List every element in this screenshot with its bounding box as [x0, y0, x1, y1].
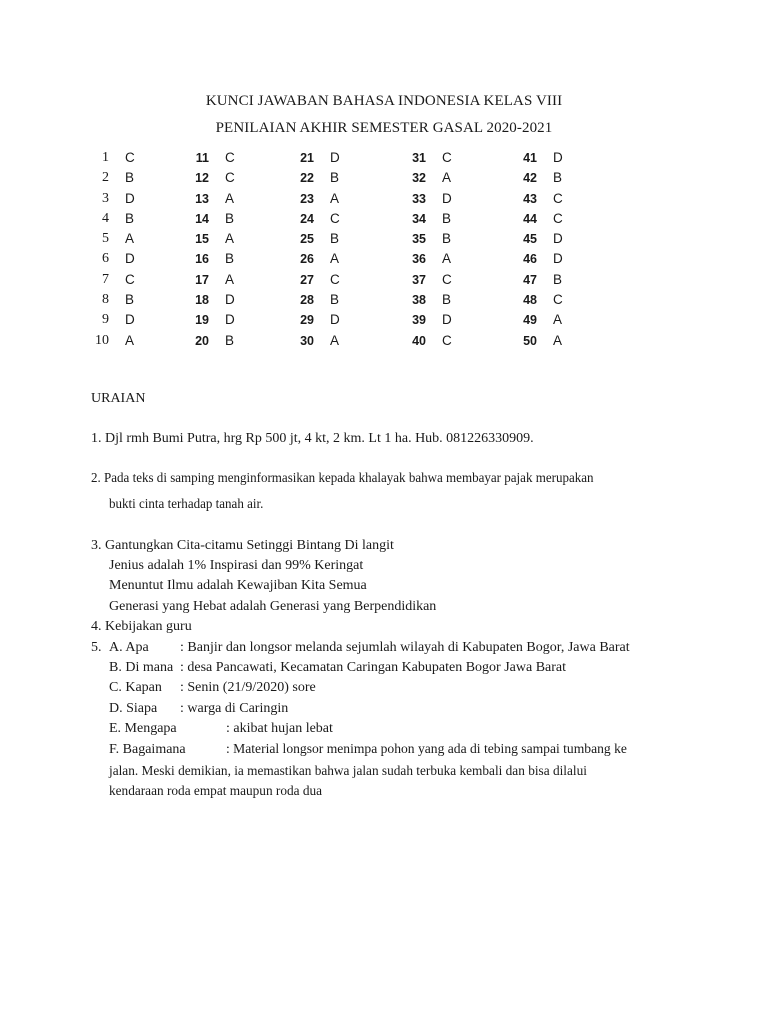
answer-column [509, 148, 619, 351]
answer-row [181, 310, 291, 330]
answer-row [398, 229, 508, 249]
essay-answer-3-line-1: 3. Gantungkan Cita-citamu Setinggi Bintang Di langit [91, 538, 394, 553]
answer-letter: C [330, 210, 340, 226]
question-number: 37 [412, 272, 426, 287]
question-number: 8 [102, 292, 109, 308]
question-number: 33 [412, 191, 426, 206]
question-number: 27 [300, 272, 314, 287]
answer-letter: A [225, 231, 235, 247]
answer-row [81, 270, 191, 290]
answer-row [509, 229, 619, 249]
question-number: 23 [300, 191, 314, 206]
answer-row [81, 148, 191, 168]
question-number: 50 [523, 333, 537, 348]
answer-column [398, 148, 508, 351]
answer-row [398, 270, 508, 290]
document-title: KUNCI JAWABAN BAHASA INDONESIA KELAS VIII [205, 93, 563, 109]
answer-row [81, 331, 191, 351]
answer-row [181, 229, 291, 249]
essay-answer-1: 1. Djl rmh Bumi Putra, hrg Rp 500 jt, 4 kt, 2 km. Lt 1 ha. Hub. 081226330909. [91, 431, 534, 446]
answer-letter: B [553, 170, 563, 186]
answer-letter: C [553, 292, 563, 308]
answer-letter: D [225, 312, 235, 328]
answer-letter: C [442, 271, 452, 287]
essay-answer-3-line-3: Menuntut Ilmu adalah Kewajiban Kita Semua [109, 578, 367, 593]
question-number: 28 [300, 293, 314, 308]
answer-row [181, 270, 291, 290]
answer-row [509, 209, 619, 229]
q5-label-c: C. Kapan [109, 680, 162, 695]
question-number: 11 [195, 151, 209, 165]
q5-value-a: : Banjir dan longsor melanda sejumlah wilayah di Kabupaten Bogor, Jawa Barat [180, 640, 630, 655]
question-number: 30 [300, 333, 314, 348]
document-subtitle: PENILAIAN AKHIR SEMESTER GASAL 2020-2021 [215, 120, 553, 136]
answer-letter: C [125, 150, 135, 165]
question-number: 40 [412, 333, 426, 348]
question-number: 7 [102, 271, 109, 287]
answer-letter: C [442, 150, 452, 165]
answer-letter: B [225, 251, 235, 267]
answer-row [181, 331, 291, 351]
answer-column [81, 148, 191, 351]
answer-letter: B [125, 292, 135, 308]
question-number: 46 [523, 252, 537, 267]
question-number: 6 [102, 251, 109, 267]
question-number: 38 [412, 293, 426, 308]
q5-label-f: F. Bagaimana [109, 742, 186, 757]
answer-column [286, 148, 396, 351]
question-number: 49 [523, 313, 537, 328]
question-number: 9 [102, 312, 109, 328]
question-number: 13 [195, 191, 209, 206]
answer-letter: B [553, 271, 563, 287]
answer-row [181, 209, 291, 229]
answer-letter: B [442, 292, 452, 308]
answer-row [398, 331, 508, 351]
q5-value-f: : Material longsor menimpa pohon yang ada di tebing sampai tumbang ke [226, 742, 627, 757]
question-number: 1 [102, 150, 109, 165]
answer-row [181, 148, 291, 168]
answer-row [509, 168, 619, 188]
answer-row [286, 148, 396, 168]
answer-row [509, 249, 619, 269]
answer-row [181, 189, 291, 209]
question-number: 22 [300, 171, 314, 186]
answer-row [509, 189, 619, 209]
q5-value-c: : Senin (21/9/2020) sore [180, 680, 316, 695]
question-number: 43 [523, 191, 537, 206]
q5-f-continuation-1: jalan. Meski demikian, ia memastikan bahwa jalan sudah terbuka kembali dan bisa dilalui [109, 764, 587, 779]
answer-letter: C [442, 332, 452, 348]
answer-letter: A [553, 332, 563, 348]
question-number: 15 [195, 232, 209, 247]
answer-letter: A [330, 332, 340, 348]
question-number: 41 [523, 151, 537, 165]
answer-key-grid [0, 148, 768, 354]
answer-row [398, 290, 508, 310]
answer-row [286, 290, 396, 310]
answer-row [81, 290, 191, 310]
question-number: 25 [300, 232, 314, 247]
q5-label-d: D. Siapa [109, 701, 158, 716]
question-number: 26 [300, 252, 314, 267]
essay-answer-2-line-1: 2. Pada teks di samping menginformasikan kepada khalayak bahwa membayar pajak merupakan [91, 471, 594, 486]
answer-letter: D [330, 150, 340, 165]
answer-letter: B [225, 332, 235, 348]
q5-value-b: : desa Pancawati, Kecamatan Caringan Kabupaten Bogor Jawa Barat [180, 660, 567, 675]
essay-answer-4: 4. Kebijakan guru [91, 619, 192, 634]
question-number: 18 [195, 293, 209, 308]
answer-row [81, 249, 191, 269]
answer-letter: B [330, 292, 340, 308]
answer-row [509, 310, 619, 330]
question-number: 4 [102, 210, 109, 226]
answer-column [181, 148, 291, 351]
question-number: 19 [195, 313, 209, 328]
essay-answer-5-number: 5. [91, 640, 102, 655]
answer-letter: A [225, 271, 235, 287]
answer-letter: C [125, 271, 135, 287]
q5-label-e: E. Mengapa [109, 721, 177, 736]
answer-letter: B [225, 210, 235, 226]
essay-answer-3-line-2: Jenius adalah 1% Inspirasi dan 99% Keringat [109, 558, 364, 573]
answer-letter: B [125, 210, 135, 226]
answer-row [398, 148, 508, 168]
answer-letter: A [442, 170, 452, 186]
answer-row [81, 168, 191, 188]
answer-letter: D [330, 312, 340, 328]
answer-row [509, 290, 619, 310]
answer-row [81, 229, 191, 249]
answer-letter: A [442, 251, 452, 267]
answer-letter: D [442, 312, 452, 328]
answer-letter: C [225, 150, 235, 165]
question-number: 47 [523, 272, 537, 287]
question-number: 48 [523, 293, 537, 308]
question-number: 24 [300, 211, 314, 226]
answer-row [81, 209, 191, 229]
question-number: 29 [300, 313, 314, 328]
question-number: 31 [412, 151, 426, 165]
answer-letter: A [225, 190, 235, 206]
answer-letter: D [553, 251, 563, 267]
question-number: 42 [523, 171, 537, 186]
answer-row [286, 310, 396, 330]
answer-row [286, 209, 396, 229]
essay-heading: URAIAN [91, 391, 146, 406]
question-number: 35 [412, 232, 426, 247]
answer-letter: A [330, 190, 340, 206]
question-number: 16 [195, 252, 209, 267]
essay-answer-2-line-2: bukti cinta terhadap tanah air. [109, 497, 264, 512]
answer-letter: C [225, 170, 235, 186]
question-number: 21 [300, 151, 314, 165]
question-number: 5 [102, 231, 109, 247]
q5-label-a: A. Apa [109, 640, 149, 655]
question-number: 32 [412, 171, 426, 186]
answer-letter: A [330, 251, 340, 267]
question-number: 14 [195, 211, 209, 226]
answer-row [81, 189, 191, 209]
answer-row [181, 290, 291, 310]
answer-row [286, 229, 396, 249]
answer-letter: B [442, 210, 452, 226]
answer-letter: D [225, 292, 235, 308]
answer-letter: B [125, 170, 135, 186]
q5-value-e: : akibat hujan lebat [226, 721, 333, 736]
answer-letter: D [553, 150, 563, 165]
answer-row [181, 168, 291, 188]
question-number: 20 [195, 333, 209, 348]
question-number: 12 [195, 171, 209, 186]
answer-letter: A [125, 231, 135, 247]
answer-row [286, 168, 396, 188]
question-number: 44 [523, 211, 537, 226]
answer-letter: B [442, 231, 452, 247]
answer-row [398, 168, 508, 188]
question-number: 2 [102, 170, 109, 186]
answer-letter: D [442, 190, 452, 206]
question-number: 36 [412, 252, 426, 267]
answer-row [286, 270, 396, 290]
question-number: 39 [412, 313, 426, 328]
answer-row [398, 310, 508, 330]
answer-letter: D [125, 312, 135, 328]
answer-letter: D [125, 251, 135, 267]
answer-row [81, 310, 191, 330]
answer-row [286, 249, 396, 269]
answer-letter: D [125, 190, 135, 206]
answer-row [286, 189, 396, 209]
question-number: 17 [195, 272, 209, 287]
answer-row [286, 331, 396, 351]
answer-row [398, 209, 508, 229]
answer-row [181, 249, 291, 269]
answer-row [398, 249, 508, 269]
question-number: 10 [95, 332, 109, 348]
q5-f-continuation-2: kendaraan roda empat maupun roda dua [109, 784, 323, 799]
answer-letter: B [330, 231, 340, 247]
answer-row [509, 148, 619, 168]
answer-letter: D [553, 231, 563, 247]
essay-answer-3-line-4: Generasi yang Hebat adalah Generasi yang Berpendidikan [109, 599, 437, 614]
answer-letter: A [553, 312, 563, 328]
q5-value-d: : warga di Caringin [180, 701, 289, 716]
answer-letter: C [553, 190, 563, 206]
answer-letter: C [553, 210, 563, 226]
question-number: 34 [412, 211, 426, 226]
answer-row [398, 189, 508, 209]
answer-row [509, 331, 619, 351]
question-number: 45 [523, 232, 537, 247]
answer-letter: B [330, 170, 340, 186]
answer-row [509, 270, 619, 290]
answer-letter: C [330, 271, 340, 287]
question-number: 3 [102, 190, 109, 206]
answer-letter: A [125, 332, 135, 348]
q5-label-b: B. Di mana [109, 660, 174, 675]
